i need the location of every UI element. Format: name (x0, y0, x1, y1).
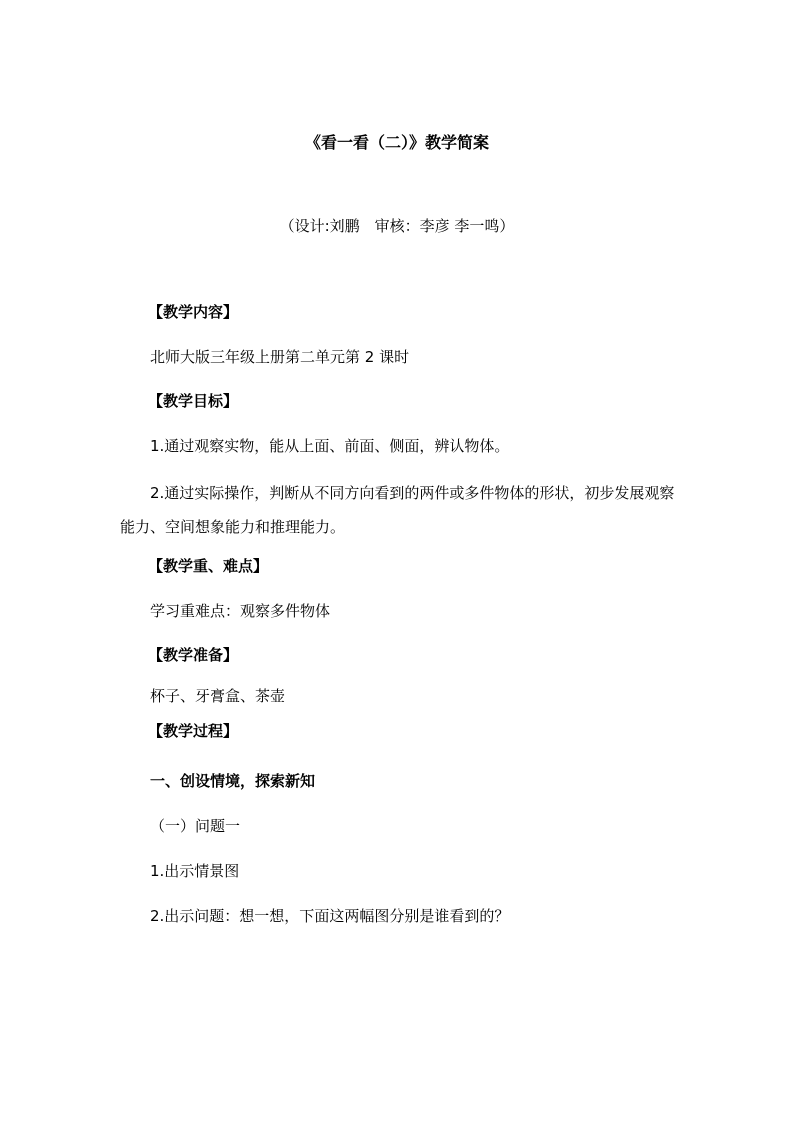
section-heading-content: 【教学内容】 (148, 303, 239, 321)
section-heading-prep: 【教学准备】 (148, 646, 239, 664)
content-text: 北师大版三年级上册第二单元第 2 课时 (150, 348, 410, 366)
keypoints-text: 学习重难点：观察多件物体 (150, 602, 331, 620)
part-one-heading: 一、创设情境，探索新知 (150, 772, 316, 790)
step-item-1: 1.出示情景图 (150, 862, 240, 880)
section-heading-keypoints: 【教学重、难点】 (148, 557, 269, 575)
step-item-2: 2.出示问题：想一想，下面这两幅图分别是谁看到的？ (150, 907, 510, 925)
section-heading-process: 【教学过程】 (148, 722, 239, 740)
section-heading-goals: 【教学目标】 (148, 392, 239, 410)
goal-item-2: 2.通过实际操作，判断从不同方向看到的两件或多件物体的形状，初步发展观察能力、空间想象能力和推理能力。 (120, 484, 675, 536)
prep-text: 杯子、牙膏盒、茶壶 (150, 687, 286, 705)
document-title: 《看一看（二）》教学简案 (304, 133, 489, 152)
goal-item-1: 1.通过观察实物，能从上面、前面、侧面，辨认物体。 (150, 437, 510, 455)
document-byline: （设计:刘鹏 审核：李彦 李一鸣） (279, 217, 515, 235)
question-one-heading: （一）问题一 (150, 817, 241, 835)
